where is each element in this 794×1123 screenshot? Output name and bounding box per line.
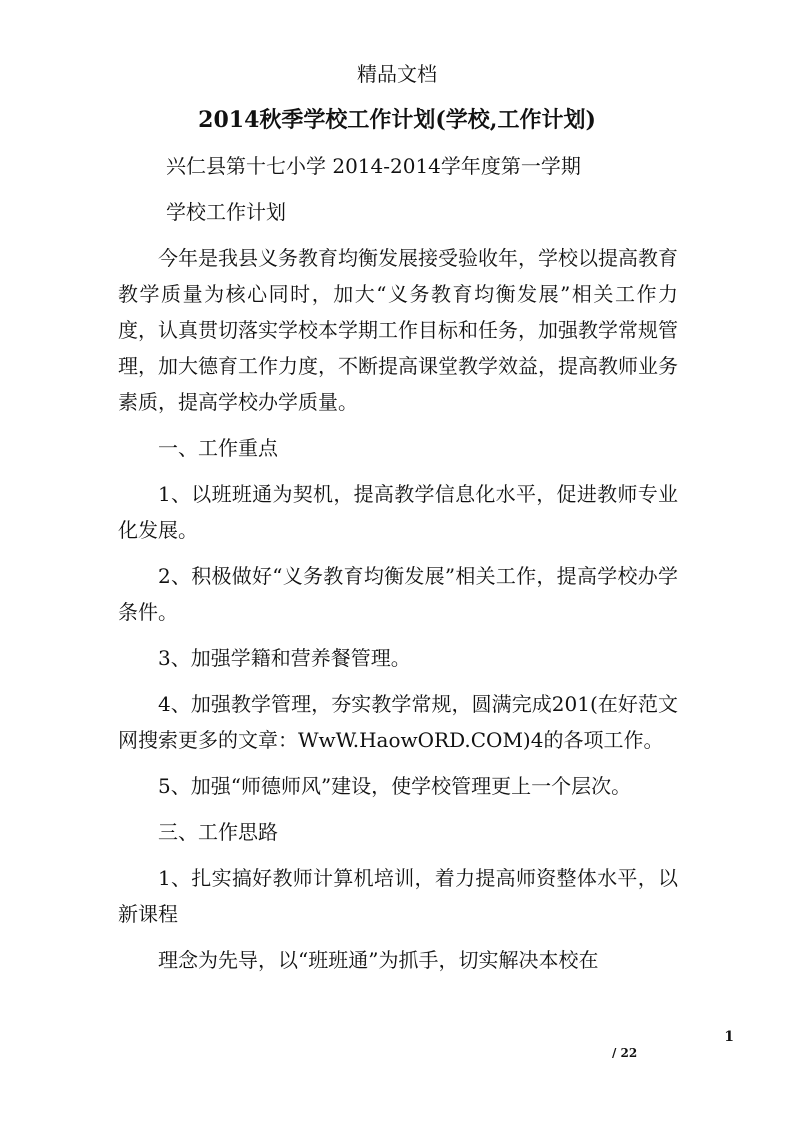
work-focus-item-1: 1、以班班通为契机，提高教学信息化水平，促进教师专业化发展。 (118, 482, 678, 542)
work-ideas-item-1: 1、扎实搞好教师计算机培训，着力提高师资整体水平，以新课程 (118, 866, 678, 926)
work-focus-item-4: 4、加强教学管理，夯实教学常规，圆满完成201(在好范文网搜索更多的文章：WwW.HaowORD.COM)4的各项工作。 (118, 692, 678, 752)
work-ideas-continuation: 理念为先导，以“班班通”为抓手，切实解决本校在 (158, 948, 599, 972)
document-header: 精品文档 (357, 62, 437, 86)
page-total: / 22 (612, 1046, 638, 1060)
intro-paragraph: 今年是我县义务教育均衡发展接受验收年，学校以提高教育教学质量为核心同时，加大“义务教育均衡发展”相关工作力度，认真贯切落实学校本学期工作目标和任务，加强教学常规管理，加大德育工作力度，不断提高课堂教学效益，提高教师业务素质，提高学校办学质量。 (118, 246, 678, 414)
page-number: 1 (724, 1029, 734, 1045)
section-heading-work-ideas: 三、工作思路 (158, 820, 278, 844)
school-line: 兴仁县第十七小学 2014-2014学年度第一学期 (166, 154, 581, 178)
work-focus-item-5: 5、加强“师德师风”建设，使学校管理更上一个层次。 (158, 774, 632, 798)
work-focus-item-2: 2、积极做好“义务教育均衡发展”相关工作，提高学校办学条件。 (118, 564, 678, 624)
section-heading-work-focus: 一、工作重点 (158, 436, 278, 460)
work-focus-item-3: 3、加强学籍和营养餐管理。 (158, 646, 411, 670)
document-body (118, 148, 678, 988)
subtitle-line: 学校工作计划 (166, 200, 286, 224)
document-title: 2014秋季学校工作计划(学校,工作计划) (198, 107, 596, 133)
